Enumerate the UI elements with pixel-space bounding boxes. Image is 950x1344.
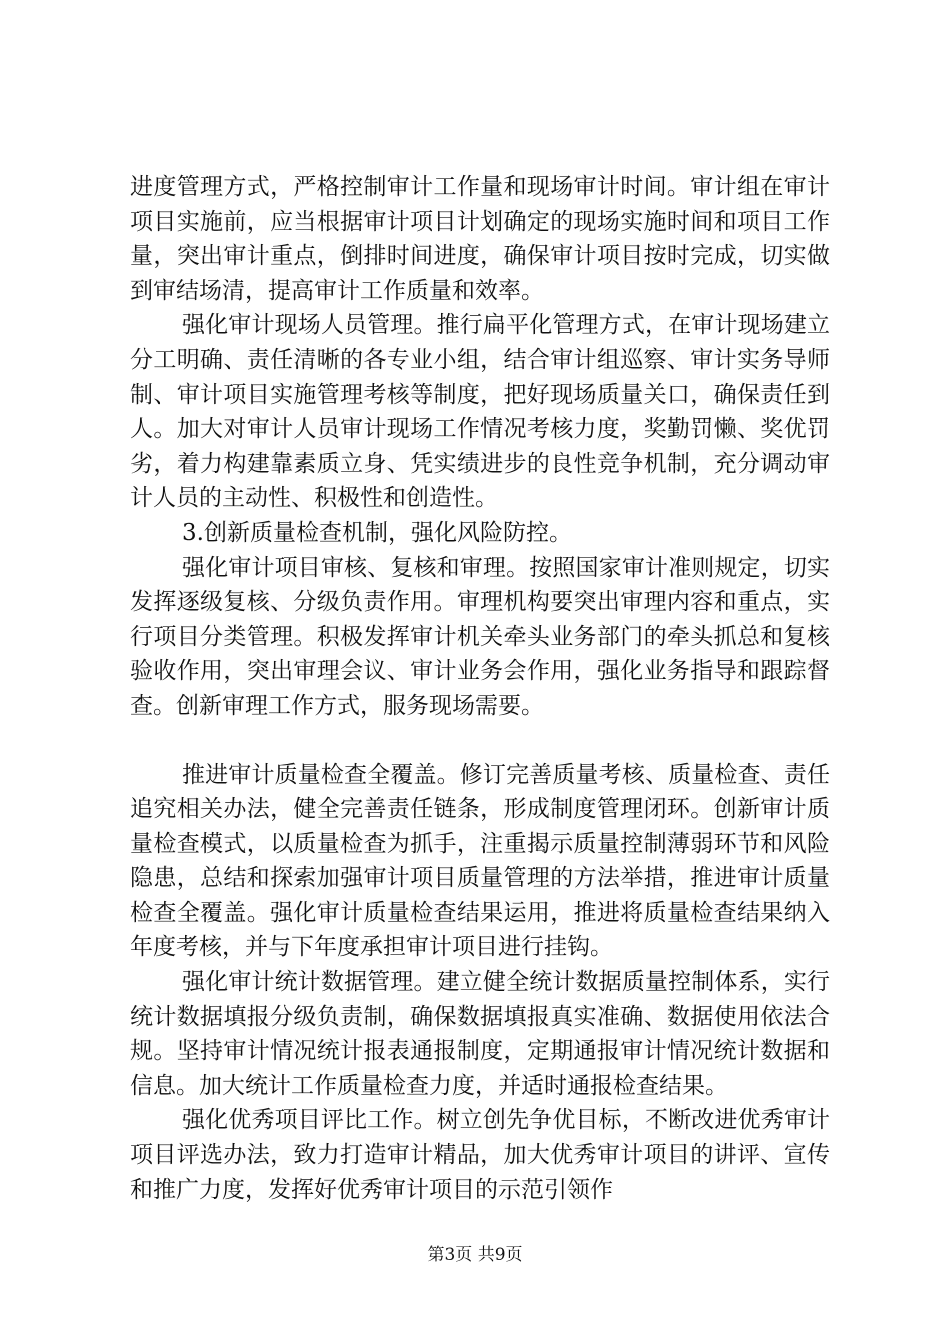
paragraph-statistics-management: 强化审计统计数据管理。建立健全统计数据质量控制体系，实行统计数据填报分级负责制，确保数据填报真实准确、数据使用依法合规。坚持审计情况统计报表通报制度，定期通报审计情况统计数据和信息。加大统计工作质量检查力度，并适时通报检查结果。 [130, 969, 830, 1099]
paragraph-onsite-personnel: 强化审计现场人员管理。推行扁平化管理方式，在审计现场建立分工明确、责任清晰的各专业小组，结合审计组巡察、审计实务导师制、审计项目实施管理考核等制度，把好现场质量关口，确保责任到人。加大对审计人员审计现场工作情况考核力度，奖勤罚懒、奖优罚劣，着力构建靠素质立身、凭实绩进步的良性竞争机制，充分调动审计人员的主动性、积极性和创造性。 [130, 312, 830, 512]
paragraph-excellent-projects: 强化优秀项目评比工作。树立创先争优目标，不断改进优秀审计项目评选办法，致力打造审计精品，加大优秀审计项目的讲评、宣传和推广力度，发挥好优秀审计项目的示范引领作 [130, 1107, 830, 1203]
page-number-label: 第3页 共9页 [427, 1245, 523, 1265]
paragraph-quality-inspection-coverage: 推进审计质量检查全覆盖。修订完善质量考核、质量检查、责任追究相关办法，健全完善责任链条，形成制度管理闭环。创新审计质量检查模式，以质量检查为抓手，注重揭示质量控制薄弱环节和风险隐患，总结和探索加强审计项目质量管理的方法举措，推进审计质量检查全覆盖。强化审计质量检查结果运用，推进将质量检查结果纳入年度考核，并与下年度承担审计项目进行挂钩。 [130, 761, 830, 961]
section-heading-quality-inspection: 3.创新质量检查机制，强化风险防控。 [182, 519, 572, 546]
paragraph-project-review: 强化审计项目审核、复核和审理。按照国家审计准则规定，切实发挥逐级复核、分级负责作用。审理机构要突出审理内容和重点，实行项目分类管理。积极发挥审计机关牵头业务部门的牵头抓总和复核验收作用，突出审理会议、审计业务会作用，强化业务指导和跟踪督查。创新审理工作方式，服务现场需要。 [130, 554, 830, 719]
document-body [130, 170, 830, 1207]
page-footer [0, 1245, 950, 1265]
paragraph-schedule-management: 进度管理方式，严格控制审计工作量和现场审计时间。审计组在审计项目实施前，应当根据审计项目计划确定的现场实施时间和项目工作量，突出审计重点，倒排时间进度，确保审计项目按时完成，切实做到审结场清，提高审计工作质量和效率。 [130, 174, 830, 304]
